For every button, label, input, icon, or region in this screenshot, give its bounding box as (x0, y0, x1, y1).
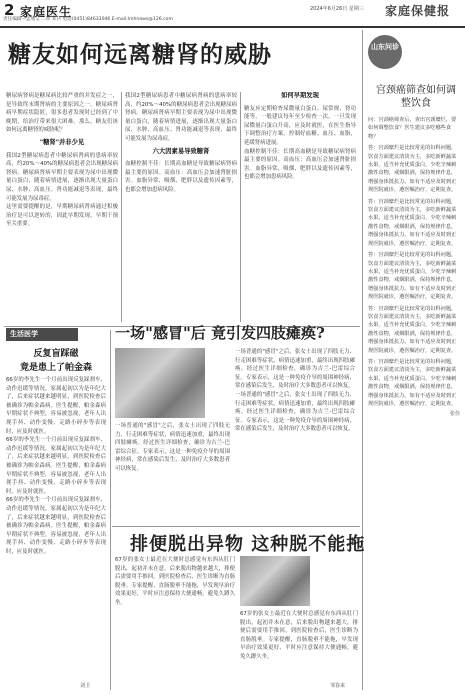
main-headline: 糖友如何远离糖肾的威胁 (8, 41, 272, 68)
page-name: 家庭医生 (20, 5, 73, 19)
question-text: 问：宫颈癌筛查后，查出宫颈糜烂，要如何调整饮食？医生建议多吃哪些食物？ (368, 117, 457, 140)
lead-subhead: 六大因素易导致糖肾 (152, 147, 210, 155)
lead-col-2 (125, 92, 237, 324)
answer-text: 答：宫颈糜烂是比较常见的妇科问题，饮食方面建议清淡为主，多吃新鲜蔬菜水果，适当补充优质蛋白，少吃辛辣刺激性食物，戒烟限酒，保持规律作息，增强身体抵抗力。如有不适应及时到正规医院就诊，遵医嘱治疗，定期复查。 (368, 358, 457, 407)
feature-col-1 (115, 422, 230, 522)
lead-para: 糖友应定期检查尿微量白蛋白、尿常规、肾功能等，一般建议每年至少检查一次。一旦发现尿微量白蛋白升高，应及时就医，在医生指导下调整治疗方案，控制好血糖、血压、血脂，延缓肾病进展。 (244, 105, 356, 146)
lead-para: 我国2型糖尿病患者中糖尿病肾病的患病率较高，约20%～40%的糖尿病患者会出现糖尿病肾病。糖尿病肾病早期主要表现为尿中出现微量白蛋白，随着病情进展，逐渐出现大量蛋白尿、水肿、高血压、肾功能减退等表现，最终可能发展为尿毒症。 (6, 152, 118, 202)
newspaper-name: 家庭保健报 (385, 4, 451, 18)
divider (110, 330, 111, 690)
column-banner: 生活医学 (6, 328, 78, 341)
lead-subhead: 如何早期发现 (281, 92, 319, 99)
feature-para: 一场普通的"感冒"之后，张女士出现了四肢无力、行走困难等症状，病情迅速加重，最终出现四肢瘫痪。经过医生详细检查，确诊为吉兰-巴雷综合征。专家表示，这是一种免疫介导的周围神经病，常在感染后发生，及时治疗大多数患者可以恢复。 (235, 391, 355, 433)
answer-text: 答：宫颈糜烂是比较常见的妇科问题，饮食方面建议清淡为主，多吃新鲜蔬菜水果，适当补充优质蛋白，少吃辛辣刺激性食物，戒烟限酒，保持规律作息，增强身体抵抗力。如有不适应及时到正规医院就诊，遵医嘱治疗，定期复查。 (368, 305, 457, 354)
lead-para: 血糖控制不佳：长期高血糖是导致糖尿病肾病最主要的原因。高血压：高血压会加速肾脏损害。血脂异常、吸烟、肥胖以及遗传因素等，也都会增加患病风险。 (125, 161, 237, 193)
author: 张佳 (449, 411, 460, 418)
column-author: 刘卫 (80, 683, 91, 689)
answer-text: 答：宫颈糜烂是比较常见的妇科问题，饮食方面建议清淡为主，多吃新鲜蔬菜水果，适当补充优质蛋白，少吃辛辣刺激性食物，戒烟限酒，保持规律作息，增强身体抵抗力。如有不适应及时到正规医院就诊，遵医嘱治疗，定期复查。 (368, 252, 457, 301)
divider (362, 30, 363, 690)
lead-para: 糖尿病肾病是糖尿病比较严重的并发症之一，是导致终末期肾病的主要原因之一。糖尿病肾病早期症状隐匿，很多患者发现时已经到了中晚期，给治疗带来很大困难。那么，糖友们该如何远离糖肾的威胁呢？ (6, 93, 118, 134)
issue-date: 2024年6月26日 星期三 (310, 6, 364, 12)
feature-para: 一场普通的"感冒"之后，张女士出现了四肢无力、行走困难等症状，病情迅速加重，最终出现四肢瘫痪。经过医生详细检查，确诊为吉兰-巴雷综合征。专家表示，这是一种免疫介导的周围神经病，常在感染后发生，及时治疗大多数患者可以恢复。 (235, 349, 355, 390)
divider (240, 92, 241, 322)
column-body (6, 376, 106, 676)
lead-col-3 (244, 92, 356, 324)
lead-para: 这里需要提醒的是，早期糖尿病肾病通过积极治疗是可以逆转的，因此早期发现、早期干预至关重要。 (6, 204, 118, 228)
feature-col-2 (235, 348, 355, 522)
bottom-headline: 排便脱出异物 这种脱不能拖 (130, 534, 366, 555)
right-article-body (368, 116, 460, 676)
divider (121, 92, 122, 322)
column-subtitle: 竟是患上了帕金森 (19, 363, 92, 373)
lead-col-1 (6, 92, 118, 324)
answer-text: 答：宫颈糜烂是比较常见的妇科问题，饮食方面建议清淡为主，多吃新鲜蔬菜水果，适当补充优质蛋白，少吃辛辣刺激性食物，戒烟限酒，保持规律作息，增强身体抵抗力。如有不适应及时到正规医院就诊，遵医嘱治疗，定期复查。 (368, 198, 457, 247)
feature-photo (115, 348, 205, 418)
contact-line: 责任编辑—孟加艾 二审 邓兵 电话(0451)84633046 E-mail:lmhnews@126.com (3, 17, 173, 22)
column-badge: 山东问诊 (368, 35, 402, 69)
feature-headline: 一场"感冒"后 竟引发四肢瘫痪? (115, 324, 325, 342)
bottom-para: 67岁的张女士最近在大便时总感觉有东西从肛门脱出，起初并未在意，后来脱出物越来越大，排便后需要用手推回。到医院检查后，医生诊断为直肠脱垂。专家提醒，直肠脱垂不能拖，早发现早治疗效果更好，平时应注意保持大便通畅，避免久蹲久坐。 (240, 611, 358, 660)
bottom-photo (240, 556, 310, 606)
column-title: 反复盲踩磁 (33, 349, 79, 359)
answer-text: 答：宫颈糜烂是比较常见的妇科问题，饮食方面建议清淡为主，多吃新鲜蔬菜水果，适当补充优质蛋白，少吃辛辣刺激性食物，戒烟限酒，保持规律作息，增强身体抵抗力。如有不适应及时到正规医院就诊，遵医嘱治疗，定期复查。 (368, 145, 457, 194)
lead-para: 血糖控制不佳：长期高血糖是导致糖尿病肾病最主要的原因。高血压：高血压会加速肾脏损害。血脂异常、吸烟、肥胖以及遗传因素等，也都会增加患病风险。 (244, 148, 356, 181)
column-para: 66岁的李先生一个月前出现反复踩刹车、动作迟缓等情况，家属起初以为是年纪大了，后来症状越来越明显，到医院检查后被确诊为帕金森病。医生提醒，帕金森病早期症状不典型，容易被忽视，老年人出现手抖、动作变慢、走路小碎步等表现时，应及时就医。 (6, 437, 106, 495)
bottom-col-1 (115, 556, 235, 686)
lead-subhead: "糖肾"并非少见 (39, 138, 85, 146)
bottom-author: 邹春来 (330, 683, 346, 689)
lead-para: 我国2型糖尿病患者中糖尿病肾病的患病率较高，约20%～40%的糖尿病患者会出现糖尿病肾病。糖尿病肾病早期主要表现为尿中出现微量白蛋白，随着病情进展，逐渐出现大量蛋白尿、水肿、高血压、肾功能减退等表现，最终可能发展为尿毒症。 (125, 93, 237, 142)
column-para: 66岁的李先生一个月前出现反复踩刹车、动作迟缓等情况，家属起初以为是年纪大了，后来症状越来越明显，到医院检查后被确诊为帕金森病。医生提醒，帕金森病早期症状不典型，容易被忽视，老年人出现手抖、动作变慢、走路小碎步等表现时，应及时就医。 (6, 497, 106, 555)
bottom-para: 67岁的张女士最近在大便时总感觉有东西从肛门脱出，起初并未在意，后来脱出物越来越大，排便后需要用手推回。到医院检查后，医生诊断为直肠脱垂。专家提醒，直肠脱垂不能拖，早发现早治疗效果更好，平时应注意保持大便通畅，避免久蹲久坐。 (115, 557, 235, 606)
bottom-col-2 (240, 610, 358, 680)
page-number: 2 (4, 1, 15, 19)
section-divider (112, 526, 360, 527)
right-article-title: 宫颈癌筛查如何调整饮食 (376, 85, 456, 109)
feature-para: 一场普通的"感冒"之后，张女士出现了四肢无力、行走困难等症状，病情迅速加重，最终出现四肢瘫痪。经过医生详细检查，确诊为吉兰-巴雷综合征。专家表示，这是一种免疫介导的周围神经病，常在感染后发生，及时治疗大多数患者可以恢复。 (115, 423, 230, 472)
column-para: 66岁的李先生一个月前出现反复踩刹车、动作迟缓等情况，家属起初以为是年纪大了，后来症状越来越明显，到医院检查后被确诊为帕金森病。医生提醒，帕金森病早期症状不典型，容易被忽视，老年人出现手抖、动作变慢、走路小碎步等表现时，应及时就医。 (6, 377, 106, 435)
